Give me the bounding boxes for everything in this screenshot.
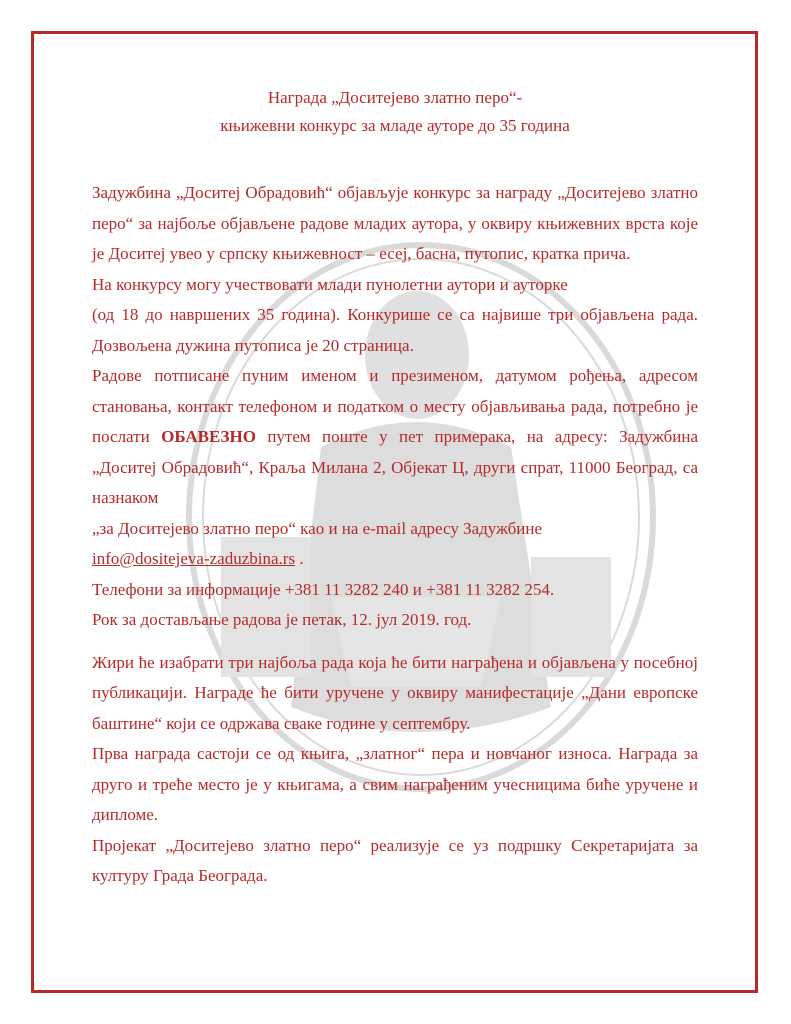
mandatory-note: ОБАВЕЗНО <box>161 427 256 446</box>
paragraph-email-note: „за Доситејево златно перо“ као и на e-mail адресу Задужбине <box>92 518 542 538</box>
email-period: . <box>299 549 304 568</box>
submission-text-before: Радове потписане пуним именом и презименом, датумом рођења, адресом становања, контакт телефоном и податком о месту објављивања рада, потребно је послати <box>92 366 698 446</box>
phones-line: Телефони за информације +381 11 3282 240 и +381 11 3282 254. <box>92 579 555 599</box>
paragraph-eligibility-1: На конкурсу могу учествовати млади пунолетни аутори и ауторке <box>92 274 568 294</box>
paragraph-support: Пројекат „Доситејево златно перо“ реализује се уз подршку Секретаријата за културу Града Београда. <box>92 835 698 885</box>
paragraph-submission <box>92 361 698 514</box>
title-line-1: Награда „Доситејево златно перо“- <box>267 88 523 107</box>
page-title <box>92 84 698 140</box>
paragraph-intro: Задужбина „Доситеј Обрадовић“ објављује конкурс за награду „Доситејево златно перо“ за најбоље објављене радове младих аутора, у оквиру књижевних врста које је Доситеј увео у српску књижевност – есеј, басна, путопис, кратка прича. <box>92 183 698 263</box>
email-link[interactable]: info@dositejeva-zaduzbina.rs <box>92 549 296 568</box>
submission-text-after: путем поште у пет примерака, на адресу: Задужбина „Доситеј Обрадовић“, Краља Милана 2, Објекат Ц, други спрат, 11000 Београд, са назнаком <box>92 427 699 507</box>
paragraph-jury: Жири ће изабрати три најбоља рада која ће бити награђена и објављена у посебној публикацији. Награде ће бити уручене у оквиру манифестације „Дани европске баштине“ који се одржава сваке године у септембру. <box>92 652 698 733</box>
paragraph-prizes: Прва награда састоји се од књига, „златног“ пера и новчаног износа. Награда за друго и треће место је у књигама, а свим награђеним учесницима биће уручене и дипломе. <box>92 744 698 824</box>
deadline-line: Рок за достављање радова је петак, 12. јул 2019. год. <box>92 610 472 629</box>
announcement <box>92 84 698 892</box>
title-line-2: књижевни конкурс за младе ауторе до 35 година <box>220 116 570 135</box>
email-line <box>92 544 698 575</box>
paragraph-eligibility-2: (од 18 до навршених 35 година). Конкурише се са највише три објављена рада. Дозвољена дужина путописа је 20 страница. <box>92 305 698 355</box>
